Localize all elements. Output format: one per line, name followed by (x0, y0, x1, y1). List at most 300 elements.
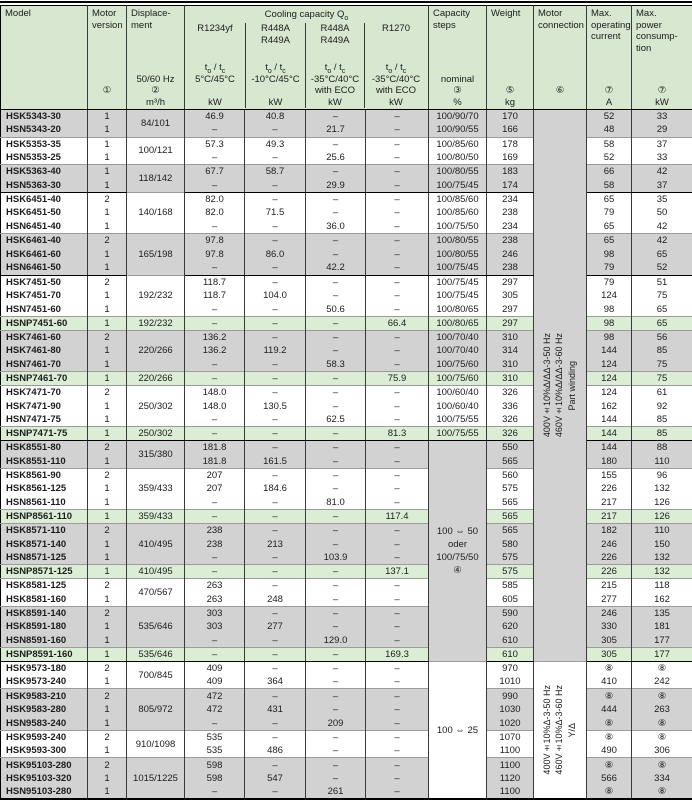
weight-cell: 238 (487, 261, 534, 275)
motor-version-cell: 1 (88, 772, 127, 786)
capacity-r1234yf-cell: – (185, 123, 245, 137)
capacity-r1270-cell: – (366, 717, 429, 731)
motor-version-cell: 2 (88, 523, 127, 537)
max-power-cell: 29 (632, 123, 692, 137)
capacity-r1270-cell: 66.4 (366, 316, 429, 330)
capacity-r1234yf-cell: 136.2 (185, 330, 245, 344)
model-cell: HSNP7471-75 (1, 427, 88, 441)
max-power-cell: 61 (632, 385, 692, 399)
table-header (1, 6, 692, 110)
model-cell: HSK7461-80 (1, 344, 88, 358)
footnote-7b: ⑦ (657, 85, 667, 96)
table-row (1, 275, 692, 289)
max-current-cell: 226 (587, 551, 632, 565)
motor-connection-line: Part winding (566, 360, 577, 411)
displacement-cell: 410/495 (127, 565, 185, 579)
capacity-r1270-cell: – (366, 675, 429, 689)
displacement-cell: 250/302 (127, 385, 185, 426)
max-power-cell: 42 (632, 234, 692, 248)
capacity-r1270-cell: – (366, 123, 429, 137)
motor-version-cell: 1 (88, 289, 127, 303)
motor-version-cell: 1 (88, 110, 127, 124)
max-current-cell: 305 (587, 648, 632, 662)
capacity-r448a-mt-cell: – (245, 689, 306, 703)
motor-version-cell: 1 (88, 648, 127, 662)
max-power-cell: 150 (632, 537, 692, 551)
capacity-r448a-lt-cell: – (306, 620, 366, 634)
max-current-cell: 65 (587, 220, 632, 234)
col-header-r448a-lt: R448A R449A $t_o / t_c$ -35°C/40°C with ECO kW (305, 23, 364, 108)
capacity-r448a-mt-cell: – (245, 316, 306, 330)
table-row (1, 110, 692, 124)
model-cell: HSN5343-20 (1, 123, 88, 137)
model-cell: HSK9573-180 (1, 661, 88, 675)
capacity-r1234yf-cell: 303 (185, 606, 245, 620)
capacity-r448a-lt-cell: – (306, 165, 366, 179)
displacement-cell: 165/198 (127, 234, 185, 275)
capacity-r448a-mt-cell: – (245, 372, 306, 386)
capacity-r448a-mt-cell: – (245, 523, 306, 537)
max-current-cell: 182 (587, 523, 632, 537)
capacity-steps-merged-cell (429, 661, 487, 799)
displacement-cell: 192/232 (127, 316, 185, 330)
table-row (1, 247, 692, 261)
max-power-cell: 135 (632, 606, 692, 620)
max-power-cell: 37 (632, 178, 692, 192)
motor-version-cell: 1 (88, 551, 127, 565)
model-cell: HSN5363-30 (1, 178, 88, 192)
capacity-r448a-lt-cell: – (306, 316, 366, 330)
capacity-r1270-cell: 169.3 (366, 648, 429, 662)
capacity-r448a-lt-cell: – (306, 247, 366, 261)
model-cell: HSK7461-60 (1, 330, 88, 344)
max-power-cell: 126 (632, 510, 692, 524)
col-header-r1270: R1270 $t_o / t_c$ -35°C/40°C with ECO kW (364, 23, 427, 108)
max-current-cell: 52 (587, 110, 632, 124)
motor-version-cell: 2 (88, 441, 127, 455)
motor-version-cell: 2 (88, 606, 127, 620)
capacity-steps-line: 100/75/50 (436, 552, 479, 563)
table-row (1, 316, 692, 330)
weight-cell: 238 (487, 206, 534, 220)
motor-version-cell: 1 (88, 220, 127, 234)
capacity-r448a-mt-cell: – (245, 220, 306, 234)
motor-version-cell: 1 (88, 344, 127, 358)
capacity-r448a-lt-cell: 29.9 (306, 178, 366, 192)
max-power-cell: 263 (632, 703, 692, 717)
capacity-r448a-mt-cell: 431 (245, 703, 306, 717)
capacity-r1270-cell: – (366, 703, 429, 717)
table-row (1, 661, 692, 675)
max-power-cell: 177 (632, 634, 692, 648)
table-body (1, 110, 692, 800)
max-power-cell: 88 (632, 441, 692, 455)
weight-cell: 310 (487, 330, 534, 344)
weight-cell: 575 (487, 482, 534, 496)
weight-cell: 297 (487, 303, 534, 317)
footnote-5: ⑤ (505, 85, 515, 96)
capacity-r448a-lt-cell: 261 (306, 786, 366, 800)
max-current-cell: ⑧ (587, 661, 632, 675)
motor-version-cell: 1 (88, 165, 127, 179)
capacity-r1234yf-cell: 148.0 (185, 385, 245, 399)
weight-cell: 620 (487, 620, 534, 634)
capacity-r448a-lt-cell: – (306, 606, 366, 620)
capacity-r448a-lt-cell: – (306, 565, 366, 579)
model-cell: HSK8591-140 (1, 606, 88, 620)
table-row (1, 234, 692, 248)
model-cell: HSK7471-70 (1, 385, 88, 399)
capacity-r448a-lt-cell: 103.9 (306, 551, 366, 565)
max-current-cell: 98 (587, 247, 632, 261)
displacement-cell: 250/302 (127, 427, 185, 441)
capacity-r1234yf-cell: 238 (185, 537, 245, 551)
table-row (1, 372, 692, 386)
capacity-r448a-lt-cell: – (306, 661, 366, 675)
max-current-cell: 65 (587, 192, 632, 206)
capacity-r1270-cell: – (366, 606, 429, 620)
max-power-cell: 177 (632, 648, 692, 662)
capacity-r1234yf-cell: – (185, 565, 245, 579)
max-current-cell: 98 (587, 303, 632, 317)
capacity-r1234yf-cell: 82.0 (185, 206, 245, 220)
motor-version-cell: 1 (88, 427, 127, 441)
model-cell: HSK5353-35 (1, 137, 88, 151)
motor-version-cell: 1 (88, 261, 127, 275)
capacity-r1234yf-cell: 238 (185, 523, 245, 537)
max-current-cell: 215 (587, 579, 632, 593)
capacity-steps-cell: 100/80/65 (429, 316, 487, 330)
displacement-cell: 192/232 (127, 275, 185, 316)
motor-connection-line: 400V±10%Δ-3-50 Hz (542, 685, 553, 775)
displacement-cell: 359/433 (127, 468, 185, 509)
capacity-r1234yf-cell: 598 (185, 772, 245, 786)
capacity-r1234yf-cell: 409 (185, 661, 245, 675)
table-row (1, 454, 692, 468)
weight-cell: 336 (487, 399, 534, 413)
capacity-r1234yf-cell: 535 (185, 730, 245, 744)
col-header-model (1, 6, 88, 110)
capacity-r1270-cell: – (366, 330, 429, 344)
displacement-cell: 315/380 (127, 441, 185, 469)
max-current-cell: 98 (587, 316, 632, 330)
max-power-cell: 75 (632, 372, 692, 386)
capacity-r1270-cell: – (366, 261, 429, 275)
max-current-cell: 330 (587, 620, 632, 634)
capacity-r448a-mt-cell: – (245, 730, 306, 744)
model-cell: HSK7451-50 (1, 275, 88, 289)
max-current-cell: 58 (587, 137, 632, 151)
motor-version-cell: 1 (88, 151, 127, 165)
capacity-r448a-mt-cell: – (245, 551, 306, 565)
max-power-cell: ⑧ (632, 786, 692, 800)
max-current-cell: 180 (587, 454, 632, 468)
model-cell: HSK5363-40 (1, 165, 88, 179)
displacement-unit: m³/h (146, 96, 165, 108)
max-current-cell: 98 (587, 330, 632, 344)
col-header-r1234yf: R1234yf $t_o / t_c$ 5°C/45°C kW (195, 23, 235, 108)
capacity-r448a-mt-cell: – (245, 606, 306, 620)
capacity-r448a-mt-cell: 40.8 (245, 110, 306, 124)
capacity-r448a-lt-cell: – (306, 441, 366, 455)
motor-version-cell: 1 (88, 675, 127, 689)
capacity-r1234yf-cell: – (185, 261, 245, 275)
capacity-r1270-cell: – (366, 482, 429, 496)
displacement-cell: 470/567 (127, 579, 185, 607)
cooling-title: Cooling capacity $Q_o$ (264, 9, 349, 22)
max-power-cell: 181 (632, 620, 692, 634)
model-cell: HSK9593-240 (1, 730, 88, 744)
capacity-r1234yf-cell: – (185, 427, 245, 441)
capacity-r448a-mt-cell: – (245, 510, 306, 524)
capacity-r448a-mt-cell: – (245, 717, 306, 731)
capacity-r1234yf-cell: – (185, 178, 245, 192)
capacity-r1270-cell: 137.1 (366, 565, 429, 579)
capacity-r448a-mt-cell: – (245, 358, 306, 372)
capacity-r448a-lt-cell: 21.7 (306, 123, 366, 137)
capacity-r1270-cell: – (366, 303, 429, 317)
max-current-cell: 305 (587, 634, 632, 648)
max-current-cell: 79 (587, 261, 632, 275)
table-row (1, 634, 692, 648)
model-cell: HSK7471-90 (1, 399, 88, 413)
capacity-r448a-mt-cell: – (245, 565, 306, 579)
capacity-r1234yf-cell: – (185, 634, 245, 648)
capacity-r448a-mt-cell: 213 (245, 537, 306, 551)
max-power-cell: ⑧ (632, 661, 692, 675)
weight-cell: 1100 (487, 758, 534, 772)
capacity-r1270-cell: – (366, 137, 429, 151)
max-current-cell: 444 (587, 703, 632, 717)
weight-cell: 178 (487, 137, 534, 151)
model-cell: HSK6451-40 (1, 192, 88, 206)
col-header-cooling-capacity (185, 6, 429, 110)
capacity-steps-cell: 100/80/55 (429, 247, 487, 261)
capacity-r1234yf-cell: 409 (185, 675, 245, 689)
model-cell: HSN8561-110 (1, 496, 88, 510)
capacity-r448a-lt-cell: – (306, 110, 366, 124)
max-power-cell: 33 (632, 151, 692, 165)
motor-connection-cell (534, 110, 587, 662)
capacity-r1234yf-cell: 148.0 (185, 399, 245, 413)
table-row (1, 606, 692, 620)
capacity-r448a-lt-cell: – (306, 510, 366, 524)
capacity-r1270-cell: – (366, 275, 429, 289)
motor-version-cell: 1 (88, 123, 127, 137)
motor-version-cell: 1 (88, 178, 127, 192)
capacity-r1234yf-cell: 303 (185, 620, 245, 634)
col-header-displacement: Displace- ment 50/60 Hz ② m³/h (127, 6, 185, 110)
max-power-cell: 65 (632, 303, 692, 317)
motor-version-cell: 1 (88, 565, 127, 579)
displacement-cell: 140/168 (127, 192, 185, 233)
header-row (1, 6, 692, 110)
table-row (1, 165, 692, 179)
capacity-r1234yf-cell: – (185, 717, 245, 731)
footnote-1: ① (102, 85, 112, 96)
capacity-r1234yf-cell: 136.2 (185, 344, 245, 358)
motor-connection-line: 460V±10%Δ/ΔΔ-3-60 Hz (554, 333, 565, 438)
table-row (1, 675, 692, 689)
table-row (1, 551, 692, 565)
motor-version-cell: 1 (88, 634, 127, 648)
weight-cell: 326 (487, 413, 534, 427)
motor-version-cell: 2 (88, 758, 127, 772)
displacement-cell: 359/433 (127, 510, 185, 524)
capacity-r1270-cell: – (366, 441, 429, 455)
table-row (1, 772, 692, 786)
capacity-steps-cell: 100/75/60 (429, 372, 487, 386)
motor-version-cell: 1 (88, 510, 127, 524)
capacity-r448a-lt-cell: – (306, 758, 366, 772)
max-power-cell: 110 (632, 454, 692, 468)
capacity-r448a-lt-cell: 25.6 (306, 151, 366, 165)
capacity-steps-cell: 100/80/55 (429, 165, 487, 179)
capacity-r1234yf-cell: 118.7 (185, 289, 245, 303)
capacity-r1270-cell: – (366, 247, 429, 261)
capacity-r448a-mt-cell: 248 (245, 592, 306, 606)
capacity-steps-cell: 100/85/60 (429, 137, 487, 151)
model-cell: HSN6461-50 (1, 261, 88, 275)
top-rule (0, 1, 692, 3)
table-row (1, 703, 692, 717)
displacement-cell: 910/1098 (127, 730, 185, 758)
motor-version-cell: 2 (88, 385, 127, 399)
displacement-cell: 100/121 (127, 137, 185, 165)
table-row (1, 385, 692, 399)
table-row (1, 758, 692, 772)
model-label: Model (5, 8, 31, 19)
power-unit: kW (655, 96, 669, 108)
model-cell: HSK95103-320 (1, 772, 88, 786)
motor-version-cell: 2 (88, 661, 127, 675)
weight-cell: 970 (487, 661, 534, 675)
max-power-cell: 50 (632, 206, 692, 220)
capacity-r1234yf-cell: 181.8 (185, 454, 245, 468)
motor-version-cell: 2 (88, 730, 127, 744)
max-current-cell: 490 (587, 744, 632, 758)
motor-version-cell: 1 (88, 744, 127, 758)
table-row (1, 482, 692, 496)
table-row (1, 579, 692, 593)
capacity-r1270-cell: – (366, 289, 429, 303)
capacity-r1270-cell: – (366, 744, 429, 758)
capacity-r448a-mt-cell: 49.3 (245, 137, 306, 151)
table-row (1, 330, 692, 344)
capacity-r1234yf-cell: 263 (185, 579, 245, 593)
motor-connection-line: 460V±10%Δ-3-60 Hz (554, 685, 565, 775)
max-current-cell: ⑧ (587, 730, 632, 744)
capacity-r448a-mt-cell: – (245, 151, 306, 165)
capacity-r448a-lt-cell: 81.0 (306, 496, 366, 510)
table-row (1, 537, 692, 551)
max-power-cell: 85 (632, 427, 692, 441)
capacity-r1234yf-cell: – (185, 372, 245, 386)
max-current-cell: 79 (587, 275, 632, 289)
model-cell: HSN8571-125 (1, 551, 88, 565)
model-cell: HSK9583-280 (1, 703, 88, 717)
max-power-cell: 132 (632, 551, 692, 565)
displacement-cell: 535/646 (127, 606, 185, 647)
col-header-motor-version: Motor version ① (88, 6, 127, 110)
max-current-cell: 124 (587, 289, 632, 303)
capacity-r1270-cell: – (366, 551, 429, 565)
max-power-cell: 52 (632, 261, 692, 275)
capacity-r1234yf-cell: 263 (185, 592, 245, 606)
table-row (1, 151, 692, 165)
max-power-cell: 51 (632, 275, 692, 289)
table-row (1, 510, 692, 524)
capacity-r448a-mt-cell: 71.5 (245, 206, 306, 220)
model-cell: HSK8571-140 (1, 537, 88, 551)
max-power-cell: ⑧ (632, 717, 692, 731)
max-power-cell: 37 (632, 137, 692, 151)
capacity-r1234yf-cell: – (185, 786, 245, 800)
weight-cell: 169 (487, 151, 534, 165)
col-header-motor-connection: Motor connection ⑥ (534, 6, 587, 110)
capacity-r448a-lt-cell: 42.2 (306, 261, 366, 275)
col-header-capacity-steps: Capacity steps nominal ③ % (429, 6, 487, 110)
capacity-r1234yf-cell: 472 (185, 703, 245, 717)
capacity-r448a-lt-cell: – (306, 137, 366, 151)
capacity-r448a-mt-cell: 547 (245, 772, 306, 786)
weight-cell: 310 (487, 372, 534, 386)
capacity-r1234yf-cell: 207 (185, 482, 245, 496)
capacity-r1234yf-cell: 472 (185, 689, 245, 703)
capacity-r448a-lt-cell: – (306, 275, 366, 289)
weight-cell: 310 (487, 358, 534, 372)
capacity-r448a-lt-cell: – (306, 537, 366, 551)
capacity-r448a-mt-cell: – (245, 192, 306, 206)
max-power-cell: 75 (632, 289, 692, 303)
capacity-steps-line: 100 ⇔ 50 (436, 526, 479, 537)
max-current-cell: 217 (587, 496, 632, 510)
capacity-r448a-lt-cell: 209 (306, 717, 366, 731)
capacity-steps-cell: 100/75/45 (429, 178, 487, 192)
capacity-r448a-mt-cell: – (245, 496, 306, 510)
capacity-r448a-mt-cell: – (245, 579, 306, 593)
col-header-max-power: Max. power consump- tion ⑦ kW (632, 6, 692, 110)
capacity-steps-merged-cell (429, 441, 487, 662)
table-row (1, 620, 692, 634)
capacity-steps-cell: 100/75/60 (429, 358, 487, 372)
max-power-cell: 56 (632, 330, 692, 344)
model-cell: HSK6461-40 (1, 234, 88, 248)
footnote-3: ③ (453, 85, 462, 96)
capacity-r448a-lt-cell: – (306, 730, 366, 744)
capacity-r1270-cell: – (366, 579, 429, 593)
motor-version-cell: 1 (88, 620, 127, 634)
table-row (1, 399, 692, 413)
table-row (1, 344, 692, 358)
capacity-r1234yf-cell: 97.8 (185, 234, 245, 248)
motor-version-cell: 2 (88, 579, 127, 593)
capacity-steps-cell: 100/80/55 (429, 234, 487, 248)
weight-cell: 1010 (487, 675, 534, 689)
model-cell: HSN7451-60 (1, 303, 88, 317)
capacity-r448a-lt-cell: – (306, 744, 366, 758)
weight-cell: 1070 (487, 730, 534, 744)
max-current-cell: ⑧ (587, 717, 632, 731)
capacity-r1234yf-cell: – (185, 220, 245, 234)
max-current-cell: 144 (587, 427, 632, 441)
weight-cell: 326 (487, 427, 534, 441)
capacity-steps-cell: 100/85/60 (429, 206, 487, 220)
model-cell: HSN7471-75 (1, 413, 88, 427)
model-cell: HSN9583-240 (1, 717, 88, 731)
table-row (1, 648, 692, 662)
model-cell: HSK5343-30 (1, 110, 88, 124)
